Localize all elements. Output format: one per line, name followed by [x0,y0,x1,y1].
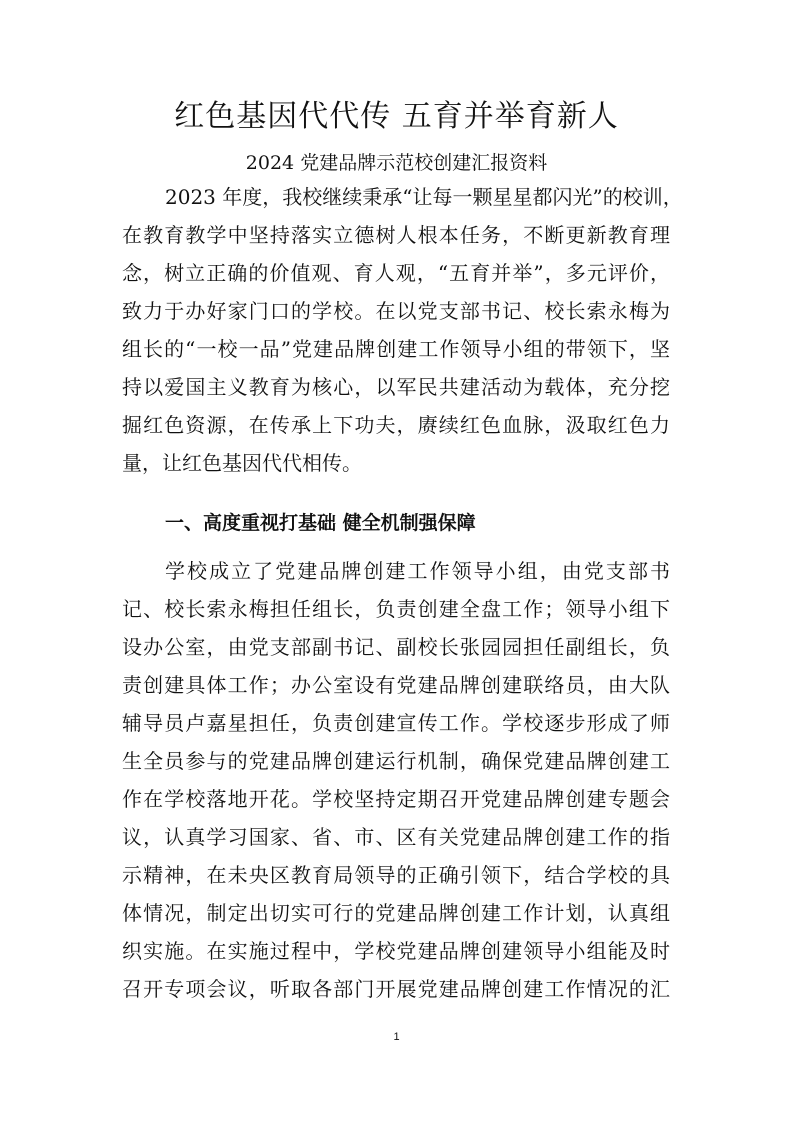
paragraph-line: 2023 年度，我校继续秉承“让每一颗星星都闪光”的校训， [165,185,683,209]
paragraph-line: 生全员参与的党建品牌创建运行机制，确保党建品牌创建工 [122,749,670,773]
paragraph-line: 致力于办好家门口的学校。在以党支部书记、校长索永梅为 [122,299,670,323]
paragraph-line: 设办公室，由党支部副书记、副校长张园园担任副组长，负 [122,635,670,659]
paragraph-line: 持以爱国主义教育为核心，以军民共建活动为载体，充分挖 [122,375,670,399]
paragraph-line: 作在学校落地开花。学校坚持定期召开党建品牌创建专题会 [122,787,670,811]
paragraph-line: 织实施。在实施过程中，学校党建品牌创建领导小组能及时 [122,939,670,963]
paragraph-line: 组长的“一校一品”党建品牌创建工作领导小组的带领下，坚 [122,337,670,361]
paragraph-line: 辅导员卢嘉星担任，负责创建宣传工作。学校逐步形成了师 [122,711,670,735]
paragraph-line: 责创建具体工作；办公室设有党建品牌创建联络员，由大队 [122,673,670,697]
paragraph-line: 念，树立正确的价值观、育人观，“五育并举”，多元评价， [122,261,670,285]
paragraph-line: 召开专项会议，听取各部门开展党建品牌创建工作情况的汇 [122,977,670,1001]
document-title: 红色基因代代传 五育并举育新人 [174,99,619,134]
paragraph-line: 体情况，制定出切实可行的党建品牌创建工作计划，认真组 [122,901,670,925]
page-number: 1 [393,1031,400,1043]
paragraph-line: 记、校长索永梅担任组长，负责创建全盘工作；领导小组下 [122,597,670,621]
document-subtitle: 2024 党建品牌示范校创建汇报资料 [245,152,548,174]
section-heading: 一、高度重视打基础 健全机制强保障 [165,512,476,534]
paragraph-line: 议，认真学习国家、省、市、区有关党建品牌创建工作的指 [122,825,670,849]
paragraph-line: 掘红色资源，在传承上下功夫，赓续红色血脉，汲取红色力 [122,413,670,437]
paragraph-line: 学校成立了党建品牌创建工作领导小组，由党支部书 [165,559,670,583]
paragraph-line: 量，让红色基因代代相传。 [122,451,362,475]
paragraph-line: 示精神，在未央区教育局领导的正确引领下，结合学校的具 [122,863,670,887]
paragraph-line: 在教育教学中坚持落实立德树人根本任务，不断更新教育理 [122,223,670,247]
